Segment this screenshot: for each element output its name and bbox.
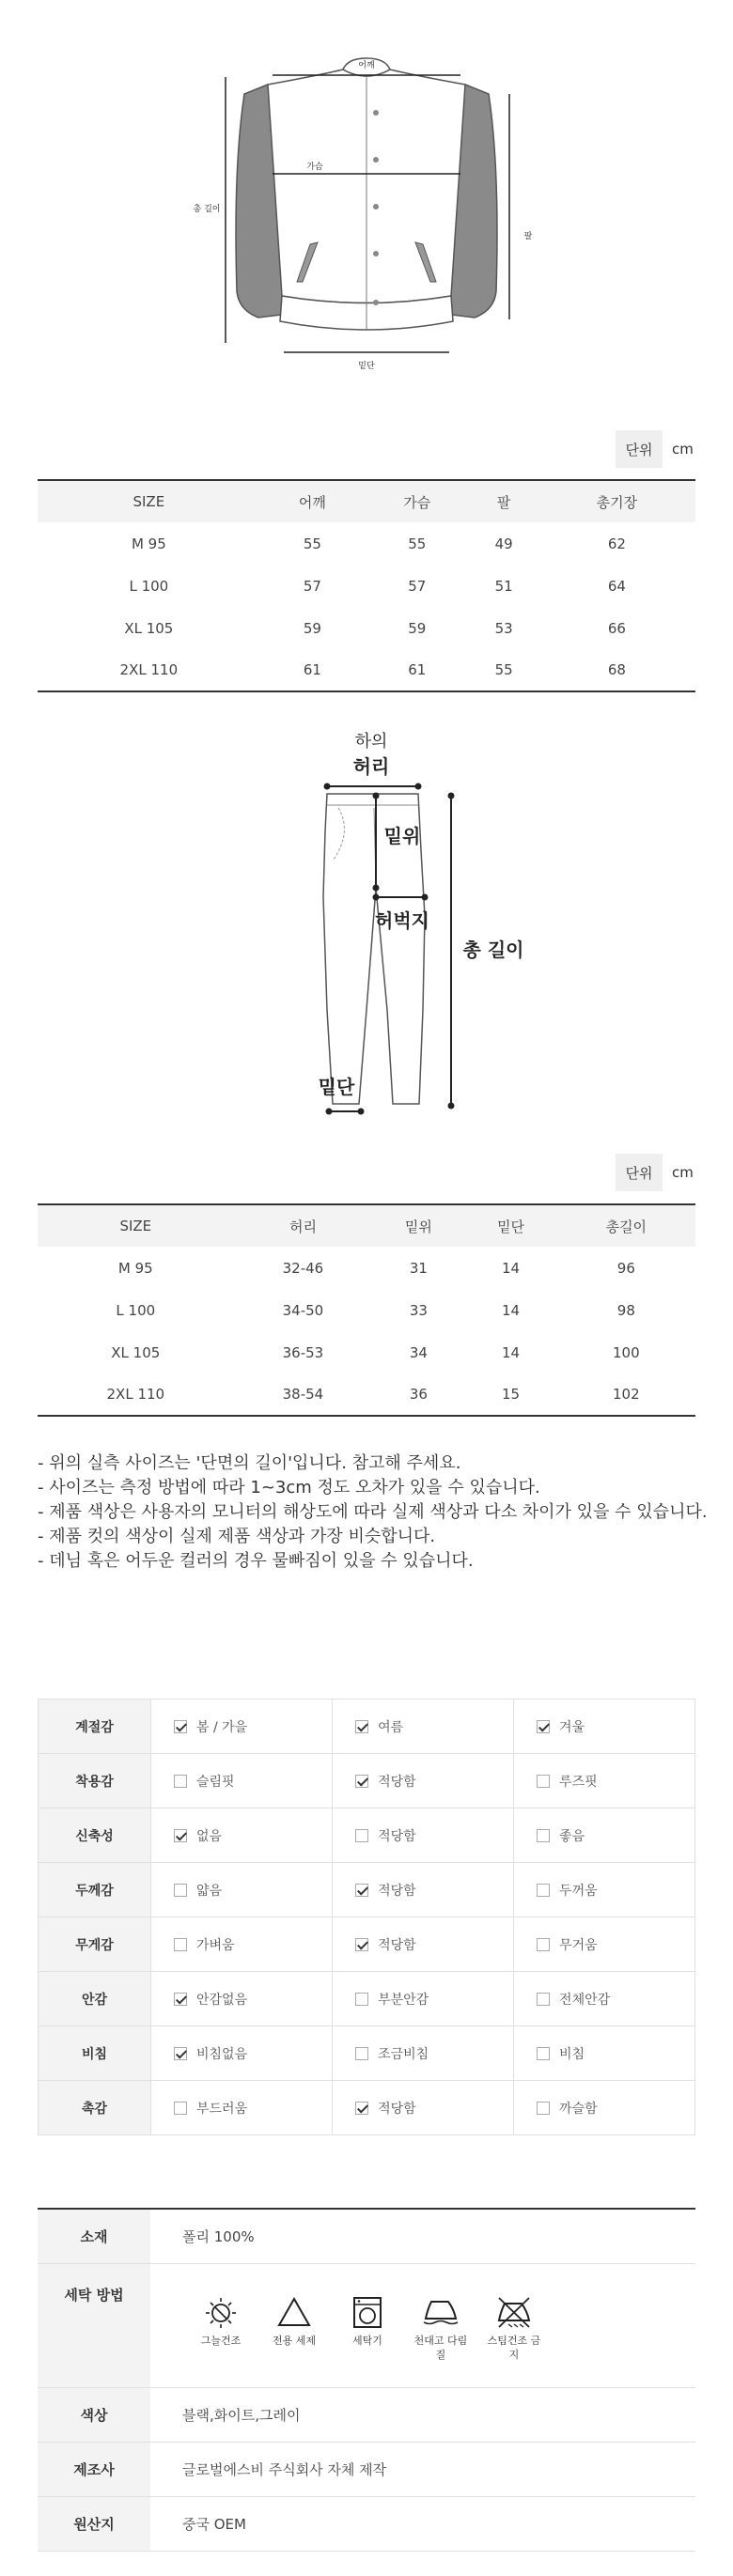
pants-title: 하의 xyxy=(354,732,388,752)
care-label: 전용 세제 xyxy=(272,2334,316,2347)
pants-label-waist: 허리 xyxy=(352,755,390,778)
table-header: 팔 xyxy=(469,480,538,522)
table-cell: 34 xyxy=(409,1343,428,1361)
table-cell: 2XL 110 xyxy=(38,1373,234,1416)
note-line: - 사이즈는 측정 방법에 따라 1~3cm 정도 오차가 있을 수 있습니다. xyxy=(38,1478,540,1497)
table-cell: 100 xyxy=(613,1343,640,1361)
attribute-option[interactable] xyxy=(514,2026,695,2081)
table-header: 어깨 xyxy=(260,480,365,522)
table-header-row xyxy=(38,1204,695,1247)
attribute-row xyxy=(39,1808,695,1863)
table-cell: XL 105 xyxy=(111,1343,161,1361)
unit-indicator-bottom xyxy=(616,1154,694,1191)
table-cell: 55 xyxy=(469,649,538,691)
table-row xyxy=(38,607,695,649)
table-cell: 38-54 xyxy=(234,1373,373,1416)
jacket-label-sleeve: 팔 xyxy=(523,232,533,241)
special-detergent-icon xyxy=(275,2296,313,2328)
washing-machine-icon xyxy=(349,2296,386,2328)
option-label: 여름 xyxy=(378,1719,404,1735)
checkbox-checked[interactable] xyxy=(355,1884,368,1897)
attribute-option[interactable] xyxy=(151,1972,333,2026)
attribute-label: 착용감 xyxy=(39,1754,151,1808)
attribute-option[interactable] xyxy=(333,1754,514,1808)
table-cell: 14 xyxy=(502,1343,521,1361)
attribute-row xyxy=(39,1917,695,1972)
attribute-label: 계절감 xyxy=(39,1699,151,1754)
table-row xyxy=(38,565,695,607)
option-label: 비침 xyxy=(559,2046,585,2062)
attribute-row xyxy=(39,1754,695,1808)
attribute-option[interactable] xyxy=(151,2026,333,2081)
info-label: 원산지 xyxy=(38,2496,150,2551)
option-label: 슬림핏 xyxy=(196,1774,235,1790)
table-cell: L 100 xyxy=(129,577,169,595)
attribute-label: 신축성 xyxy=(39,1808,151,1863)
attribute-option[interactable] xyxy=(514,2081,695,2135)
table-cell: XL 105 xyxy=(124,619,174,637)
top-size-table xyxy=(38,479,695,692)
checkbox-unchecked[interactable] xyxy=(174,2102,187,2115)
checkbox-checked[interactable] xyxy=(174,1720,187,1733)
pants-label-total-length: 총 길이 xyxy=(462,939,524,961)
table-cell: 55 xyxy=(303,535,321,552)
table-header: 총기장 xyxy=(538,480,695,522)
attribute-label: 촉감 xyxy=(39,2081,151,2135)
note-line: - 데님 혹은 어두운 컬러의 경우 물빠짐이 있을 수 있습니다. xyxy=(38,1551,474,1571)
unit-value: cm xyxy=(672,441,694,458)
table-cell: M 95 xyxy=(131,535,166,552)
option-label: 조금비침 xyxy=(378,2046,429,2062)
table-cell: 96 xyxy=(616,1259,635,1277)
attribute-row xyxy=(39,1699,695,1754)
attribute-option[interactable] xyxy=(151,1754,333,1808)
info-row-color xyxy=(38,2387,695,2442)
option-label: 적당함 xyxy=(378,1774,416,1790)
attribute-option[interactable] xyxy=(333,1699,514,1754)
pants-diagram xyxy=(282,728,526,1123)
checkbox-unchecked[interactable] xyxy=(537,1775,550,1788)
table-cell: 14 xyxy=(502,1259,521,1277)
table-cell: 57 xyxy=(408,577,427,595)
checkbox-checked[interactable] xyxy=(355,1720,368,1733)
checkbox-unchecked[interactable] xyxy=(174,1938,187,1951)
table-cell: 61 xyxy=(260,649,365,691)
attribute-row xyxy=(39,1863,695,1917)
checkbox-unchecked[interactable] xyxy=(537,1993,550,2006)
table-cell: 51 xyxy=(494,577,513,595)
jacket-label-chest: 가슴 xyxy=(306,163,323,172)
care-item xyxy=(410,2296,472,2362)
jacket-label-shoulder: 어깨 xyxy=(358,61,375,70)
option-label: 좋음 xyxy=(559,1828,585,1844)
attribute-option[interactable] xyxy=(514,1863,695,1917)
table-cell: 33 xyxy=(409,1301,428,1319)
jacket-label-hem: 밑단 xyxy=(358,362,375,371)
option-label: 가벼움 xyxy=(196,1937,235,1953)
unit-indicator-top xyxy=(616,430,694,468)
table-cell: 32-46 xyxy=(282,1259,324,1277)
table-cell: 53 xyxy=(494,619,513,637)
note-line: - 제품 컷의 색상이 실제 제품 색상과 가장 비슷합니다. xyxy=(38,1527,436,1546)
attribute-grid xyxy=(38,1699,695,2135)
checkbox-unchecked[interactable] xyxy=(537,1938,550,1951)
attribute-row xyxy=(39,2026,695,2081)
info-row-material xyxy=(38,2209,695,2263)
table-cell: 36-53 xyxy=(282,1343,324,1361)
unit-value: cm xyxy=(672,1164,694,1181)
option-label: 적당함 xyxy=(378,2101,416,2117)
option-label: 비침없음 xyxy=(196,2046,248,2062)
table-cell: 31 xyxy=(409,1259,428,1277)
note-line: - 위의 실측 사이즈는 '단면의 길이'입니다. 참고해 주세요. xyxy=(38,1453,461,1473)
care-item xyxy=(190,2296,252,2362)
table-cell: 68 xyxy=(538,649,695,691)
option-label: 부드러움 xyxy=(196,2101,248,2117)
care-label: 천대고 다림질 xyxy=(413,2334,468,2361)
checkbox-checked[interactable] xyxy=(174,1993,187,2006)
info-row-care xyxy=(38,2263,695,2387)
table-cell: 62 xyxy=(607,535,626,552)
attribute-option[interactable] xyxy=(151,1699,333,1754)
checkbox-unchecked[interactable] xyxy=(537,2047,550,2060)
table-cell: 2XL 110 xyxy=(38,649,260,691)
pants-label-rise: 밑위 xyxy=(383,825,421,847)
attribute-option[interactable] xyxy=(333,1863,514,1917)
table-cell: 55 xyxy=(408,535,427,552)
attribute-label: 비침 xyxy=(39,2026,151,2081)
bottom-size-table xyxy=(38,1203,695,1417)
attribute-option[interactable] xyxy=(333,1972,514,2026)
checkbox-unchecked[interactable] xyxy=(355,1829,368,1842)
size-notes xyxy=(38,1451,714,1574)
table-header: 밑단 xyxy=(464,1204,556,1247)
option-label: 적당함 xyxy=(378,1937,416,1953)
checkbox-checked[interactable] xyxy=(537,1720,550,1733)
table-header-row xyxy=(38,480,695,522)
attribute-option[interactable] xyxy=(514,1699,695,1754)
attribute-option[interactable] xyxy=(151,1863,333,1917)
checkbox-unchecked[interactable] xyxy=(355,2047,368,2060)
table-cell: 61 xyxy=(365,649,469,691)
unit-label: 단위 xyxy=(616,430,663,468)
table-cell: 34-50 xyxy=(282,1301,324,1319)
table-cell: 102 xyxy=(557,1373,695,1416)
table-cell: L 100 xyxy=(116,1301,156,1319)
no-steam-dry-icon xyxy=(495,2296,533,2328)
jacket-diagram xyxy=(179,56,554,376)
care-item xyxy=(263,2296,325,2362)
table-cell: 15 xyxy=(464,1373,556,1416)
checkbox-unchecked[interactable] xyxy=(537,1829,550,1842)
option-label: 겨울 xyxy=(559,1719,585,1735)
table-header: 밑위 xyxy=(372,1204,464,1247)
table-header: SIZE xyxy=(38,1204,234,1247)
table-cell: 57 xyxy=(303,577,321,595)
attribute-option[interactable] xyxy=(333,2081,514,2135)
table-header: 가슴 xyxy=(365,480,469,522)
option-label: 안감없음 xyxy=(196,1992,248,2008)
attribute-option[interactable] xyxy=(514,1917,695,1972)
table-cell: 59 xyxy=(408,619,427,637)
note-line: - 제품 색상은 사용자의 모니터의 해상도에 따라 실제 색상과 다소 차이가 있을 수 있습니다. xyxy=(38,1502,708,1522)
checkbox-unchecked[interactable] xyxy=(355,1993,368,2006)
shade-dry-icon xyxy=(202,2296,240,2328)
table-cell: 14 xyxy=(502,1301,521,1319)
checkbox-checked[interactable] xyxy=(355,1938,368,1951)
attribute-option[interactable] xyxy=(514,1808,695,1863)
care-label: 세탁기 xyxy=(352,2334,382,2347)
table-row xyxy=(38,1373,695,1416)
attribute-option[interactable] xyxy=(514,1972,695,2026)
attribute-row xyxy=(39,2081,695,2135)
table-cell: 66 xyxy=(607,619,626,637)
checkbox-checked[interactable] xyxy=(174,2047,187,2060)
option-label: 적당함 xyxy=(378,1828,416,1844)
attribute-row xyxy=(39,1972,695,2026)
table-row xyxy=(38,1331,695,1373)
care-item xyxy=(336,2296,398,2362)
option-label: 두꺼움 xyxy=(559,1883,598,1899)
attribute-label: 무게감 xyxy=(39,1917,151,1972)
attribute-label: 두께감 xyxy=(39,1863,151,1917)
table-row xyxy=(38,1247,695,1289)
info-row-origin xyxy=(38,2496,695,2551)
table-cell: 59 xyxy=(303,619,321,637)
checkbox-checked[interactable] xyxy=(355,1775,368,1788)
table-cell: M 95 xyxy=(117,1259,153,1277)
pants-label-hem: 밑단 xyxy=(318,1076,355,1098)
attribute-option[interactable] xyxy=(514,1754,695,1808)
table-cell: 49 xyxy=(494,535,513,552)
option-label: 없음 xyxy=(196,1828,223,1844)
attribute-option[interactable] xyxy=(333,1917,514,1972)
pants-label-thigh: 허벅지 xyxy=(375,909,429,932)
option-label: 루즈핏 xyxy=(559,1774,598,1790)
care-icons-cell xyxy=(150,2263,695,2387)
checkbox-unchecked[interactable] xyxy=(537,1884,550,1897)
checkbox-unchecked[interactable] xyxy=(174,1884,187,1897)
option-label: 무거움 xyxy=(559,1937,598,1953)
attribute-option[interactable] xyxy=(151,1917,333,1972)
attribute-option[interactable] xyxy=(333,2026,514,2081)
option-label: 부분안감 xyxy=(378,1992,429,2008)
table-header: SIZE xyxy=(38,480,260,522)
checkbox-checked[interactable] xyxy=(355,2102,368,2115)
table-cell: 98 xyxy=(616,1301,635,1319)
info-value: 블랙,화이트,그레이 xyxy=(150,2387,695,2442)
care-label: 그늘건조 xyxy=(200,2334,242,2347)
option-label: 얇음 xyxy=(196,1883,223,1899)
table-header: 허리 xyxy=(234,1204,373,1247)
info-value: 폴리 100% xyxy=(150,2209,695,2263)
info-label: 세탁 방법 xyxy=(38,2263,150,2387)
attribute-option[interactable] xyxy=(333,1808,514,1863)
table-cell: 64 xyxy=(607,577,626,595)
table-header: 총길이 xyxy=(557,1204,695,1247)
table-row xyxy=(38,649,695,691)
product-info-table xyxy=(38,2208,695,2552)
iron-with-cloth-icon xyxy=(422,2296,460,2328)
option-label: 전체안감 xyxy=(559,1992,611,2008)
table-row xyxy=(38,1289,695,1331)
care-label: 스팀건조 금지 xyxy=(487,2334,541,2361)
info-label: 소재 xyxy=(38,2209,150,2263)
option-label: 적당함 xyxy=(378,1883,416,1899)
info-value: 글로벌에스비 주식회사 자체 제작 xyxy=(150,2442,695,2496)
info-label: 제조사 xyxy=(38,2442,150,2496)
attribute-option[interactable] xyxy=(151,1808,333,1863)
attribute-label: 안감 xyxy=(39,1972,151,2026)
checkbox-checked[interactable] xyxy=(174,1829,187,1842)
option-label: 까슬함 xyxy=(559,2101,598,2117)
option-label: 봄 / 가을 xyxy=(196,1719,248,1735)
checkbox-unchecked[interactable] xyxy=(537,2102,550,2115)
table-row xyxy=(38,522,695,565)
info-row-maker xyxy=(38,2442,695,2496)
attribute-option[interactable] xyxy=(151,2081,333,2135)
table-cell: 36 xyxy=(372,1373,464,1416)
info-value: 중국 OEM xyxy=(150,2496,695,2551)
checkbox-unchecked[interactable] xyxy=(174,1775,187,1788)
unit-label: 단위 xyxy=(616,1154,663,1191)
info-label: 색상 xyxy=(38,2387,150,2442)
care-item xyxy=(483,2296,545,2362)
jacket-label-total-length: 총 길이 xyxy=(193,205,221,214)
